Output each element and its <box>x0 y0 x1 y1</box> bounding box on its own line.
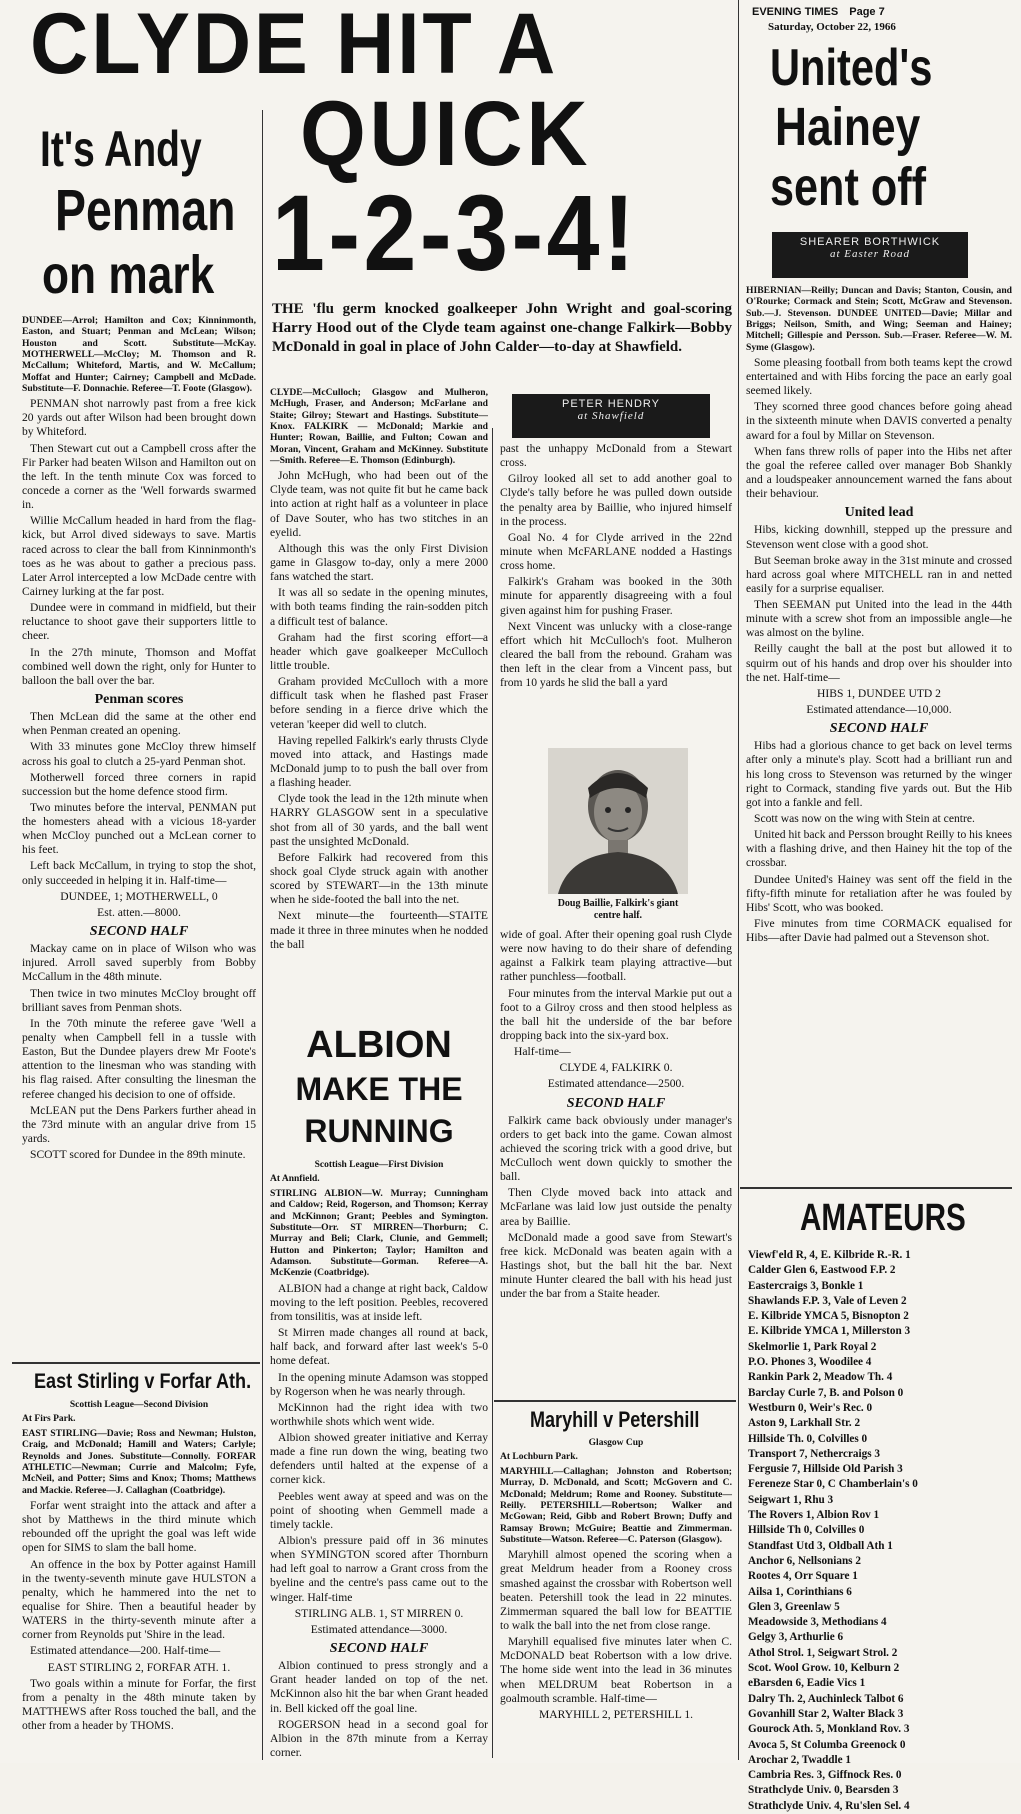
result-row: Govanhill Star 2, Walter Black 3 <box>748 1707 904 1720</box>
article-paragraph: Graham provided McCulloch with a more difficult task when he flashed past Fraser before sending in a fierce drive which the veteran 'keeper did well to clutch. <box>270 675 488 731</box>
amateurs-heading: AMATEURS <box>800 1197 966 1239</box>
hainey-byline-name: SHEARER BORTHWICK <box>799 236 941 248</box>
article-paragraph: Then SEEMAN put United into the lead in the 44th minute with a screw shot from an impossible angle—he was almost on the byline. <box>746 598 1012 640</box>
article-paragraph: Then Stewart cut out a Campbell cross after the Fir Parker had beaten Wilson and Hamilton out on the left. In the tenth minute Cox was forced to concede a corner as the 'Well forwards swarmed in. <box>22 441 256 512</box>
main-byline-name: PETER HENDRY <box>562 398 660 410</box>
result-row: Skelmorlie 1, Park Royal 2 <box>748 1340 877 1353</box>
article-paragraph: Estimated attendance—200. Half-time— <box>30 1644 221 1658</box>
article-paragraph: They scorned three good chances before going ahead in the sixteenth minute when DAVIS converted a penalty award for a foul by Millar on Stevenson. <box>746 400 1012 442</box>
result-row: eBarsden 6, Eadie Vics 1 <box>748 1677 866 1690</box>
main-headline-line2: QUICK <box>300 83 592 185</box>
article-paragraph: wide of goal. After their opening goal rush Clyde were now having to do their share of defending against a Falkirk team playing attractive—but rather punchless—football. <box>500 928 732 984</box>
result-row: Hillside Th. 0, Colvilles 0 <box>748 1432 868 1445</box>
article-paragraph: ALBION had a change at right back, Caldow moving to the left position. Peebles, recovered from tonsilitis, was at inside left. <box>270 1281 488 1323</box>
hainey-headline-line2: Hainey <box>775 97 921 157</box>
result-row: Shawlands F.P. 3, Vale of Leven 2 <box>748 1294 907 1307</box>
article-paragraph: Hibs had a glorious chance to get back on level terms after only a minute's play. Scott had a brilliant run and his long cross to Stevenson was returned by the winger right to Cormack, standing five yards out. But the Hib got into a fankle and fell. <box>746 739 1012 809</box>
article-paragraph: It was all so sedate in the opening minutes, with both teams finding the rain-sodden pitch a difficult test of balance. <box>270 586 488 628</box>
result-row: Calder Glen 6, Eastwood F.P. 2 <box>748 1264 896 1277</box>
hainey-halftime-score: HIBS 1, DUNDEE UTD 2 <box>817 686 941 700</box>
main-halftime-label: Half-time— <box>514 1045 571 1059</box>
maryhill-halftime-score: MARYHILL 2, PETERSHILL 1. <box>538 1707 694 1721</box>
result-row: Rankin Park 2, Meadow Th. 4 <box>748 1371 893 1384</box>
main-byline <box>512 394 710 438</box>
article-paragraph: ROGERSON head in a second goal for Albion in the 87th minute from a Kerray corner. <box>270 1717 488 1759</box>
result-row: Arochar 2, Twaddle 1 <box>748 1753 851 1766</box>
article-paragraph: Next minute—the fourteenth—STAITE made it three in three minutes when he nodded the ball <box>270 909 488 951</box>
article-paragraph: McDonald made a good save from Stewart's free kick. McDonald was beaten again with a Hastings shot, but the ball hit the bar. Next minute Hunter cleared the ball with his head just under the bar from a Staite header. <box>500 1230 732 1301</box>
result-row: Avoca 5, St Columba Greenock 0 <box>748 1738 906 1751</box>
hainey-headline-line3: sent off <box>770 157 926 217</box>
article-paragraph: An offence in the box by Potter against Hamill in the twenty-seventh minute gave HULSTON a penalty, which he hammered into the net to equalise for Shire. Then a beautiful header by WATERS in the thirty-seventh minute after a corner from Reynolds put 'Shire in the lead. <box>22 1557 256 1642</box>
article-paragraph: past the unhappy McDonald from a Stewart cross. <box>500 442 732 470</box>
albion-column <box>270 1158 488 1758</box>
result-row: The Rovers 1, Albion Rov 1 <box>748 1509 880 1522</box>
article-paragraph: Five minutes from time CORMACK equalised for Hibs—after Davie had palmed out a Stevenson shot. <box>746 916 1012 945</box>
main-attendance: Estimated attendance—2500. <box>547 1077 685 1091</box>
article-paragraph: United hit back and Persson brought Reilly to his knees with a flashing drive, and then Hainey hit the top of the crossbar. <box>746 828 1012 870</box>
article-paragraph: Peebles went away at speed and was on the point of shooting when Gemmell made a timely tackle. <box>270 1489 488 1531</box>
albion-headline-line3: RUNNING <box>304 1113 454 1149</box>
article-paragraph: SCOTT scored for Dundee in the 89th minute. <box>30 1148 246 1162</box>
article-paragraph: Mackay came on in place of Wilson who was injured. Arroll saved superbly from Bobby McCallum in the 48th minute. <box>22 942 256 984</box>
article-paragraph: McLEAN put the Dens Parkers further ahead in the 73rd minute with an angular drive from 15 yards. <box>22 1103 256 1145</box>
forfar-league: Scottish League—Second Division <box>69 1400 209 1410</box>
maryhill-teams: MARYHILL—Callaghan; Johnston and Robertson; Murray, D. McDonald, and Scott; McGovern and C. McDonald; Meldrum; Rome and Rooney. Substitute—Reilly. PETERSHILL—Robertson; Walker and McGowan; Reid, Gibb and Robert Brown; Duffy and Ramsay Brown; McGuire; Beattie and Zimmerman. Substitute—Watson. Referee—C. Paterson (Glasgow). <box>500 1466 732 1546</box>
article-paragraph: In the 27th minute, Thomson and Moffat combined well down the right, only for Hunter to balloon the ball over the bar. <box>22 645 256 687</box>
column-rule <box>262 110 263 1760</box>
result-row: Gourock Ath. 5, Monkland Rov. 3 <box>748 1723 910 1736</box>
article-paragraph: Motherwell forced three corners in rapid succession but the home defence stood firm. <box>22 770 256 798</box>
maryhill-headline: Maryhill v Petershill <box>530 1407 700 1432</box>
main-second-half: SECOND HALF <box>566 1095 666 1111</box>
article-paragraph: Graham had the first scoring effort—a header which gave goalkeeper McCulloch little trouble. <box>270 630 488 673</box>
main-column-1 <box>270 384 488 1020</box>
albion-league: Scottish League—First Division <box>314 1160 444 1170</box>
section-rule <box>12 1362 260 1364</box>
article-paragraph: With 33 minutes gone McCloy threw himself across his goal to clutch a 25-yard Penman shot. <box>22 740 256 768</box>
albion-halftime-score: STIRLING ALB. 1, ST MIRREN 0. <box>294 1606 464 1620</box>
albion-headline-line2: MAKE THE <box>295 1071 463 1107</box>
result-row: E. Kilbride YMCA 1, Millerston 3 <box>748 1325 911 1338</box>
main-column-2-top <box>500 442 732 742</box>
hainey-headline-line1: United's <box>770 39 933 97</box>
article-paragraph: McKinnon had the right idea with two worthwhile shots which went wide. <box>270 1400 488 1428</box>
section-rule <box>740 1187 1012 1189</box>
article-paragraph: Reilly caught the ball at the post but allowed it to squirm out of his hands and drop over his shoulder into the net. Half-time— <box>746 642 1012 684</box>
result-row: E. Kilbride YMCA 5, Bisnopton 2 <box>748 1310 909 1323</box>
article-paragraph: Then Clyde moved back into attack and McFarlane was laid low just outside the penalty area by Baillie. <box>500 1186 732 1228</box>
maryhill-column <box>500 1436 732 1758</box>
paper-name: EVENING TIMES <box>752 6 839 18</box>
result-row: Glen 3, Greenlaw 5 <box>748 1600 840 1613</box>
result-row: Westburn 0, Weir's Rec. 0 <box>748 1401 873 1414</box>
penman-teams: DUNDEE—Arrol; Hamilton and Cox; Kinninmonth, Easton, and Stuart; Penman and McLean; Wilson; Houston and Scott. Substitute—McKay. MOTHERWELL—McCloy; M. Thomson and R. McCallum; Whiteford, Martis, and W. McCallum; Moffat and Hunter; Cairney; Campbell and McDade. Substitute—F. Donnachie. Referee—T. Foote (Glasgow). <box>22 315 256 394</box>
main-column-2-bottom <box>500 928 732 1394</box>
result-row: Aston 9, Larkhall Str. 2 <box>748 1417 861 1430</box>
result-row: Strathclyde Univ. 0, Bearsden 3 <box>748 1784 899 1797</box>
result-row: Hillside Th 0, Colvilles 0 <box>748 1524 865 1537</box>
result-row: Meadowside 3, Methodians 4 <box>748 1616 887 1629</box>
result-row: Cambria Res. 3, Giffnock Res. 0 <box>748 1769 902 1782</box>
article-paragraph: Willie McCallum headed in hard from the flag-kick, but Arrol dived sideways to save. Martis raced across to clear the ball from Kinninmonth's toes as he was about to gather a precious pass. Later Arrol intercepted a low McDade centre with Cairney lurking at the far post. <box>22 514 256 599</box>
hainey-subheading: United lead <box>844 505 914 521</box>
issue-date: Saturday, October 22, 1966 <box>768 21 896 33</box>
column-rule <box>492 428 493 1758</box>
hainey-teams: HIBERNIAN—Reilly; Duncan and Davis; Stanton, Cousin, and O'Rourke; Cormack and Stein; Scott, McGraw and Stevenson. Sub.—J. Stevenson. DUNDEE UNITED—Davie; Millar and Briggs; Neilson, Smith, and Wing; Seeman and Hainey; Mitchell; Gillespie and Persson. Sub.—Fraser. Referee—W. M. Syme (Glasgow). <box>746 285 1012 353</box>
article-paragraph: But Seeman broke away in the 31st minute and crossed hard across goal where MITCHELL ran in and netted easily for a surprise equaliser. <box>746 553 1012 595</box>
penman-headline-line2: Penman <box>55 178 236 243</box>
article-paragraph: Left back McCallum, in trying to stop the shot, only succeeded in helping it in. Half-time— <box>22 859 256 887</box>
result-row: Barclay Curle 7, B. and Polson 0 <box>748 1386 904 1399</box>
albion-second-half: SECOND HALF <box>329 1641 429 1657</box>
article-paragraph: Four minutes from the interval Markie put out a foot to a Gilroy cross and then stood helpless as the ball hit the underside of the bar before dropping back into the six-yard box. <box>500 986 732 1042</box>
main-halftime-score: CLYDE 4, FALKIRK 0. <box>559 1061 673 1075</box>
section-rule <box>494 1400 736 1402</box>
article-paragraph: Two goals within a minute for Forfar, the first from a penalty in the 48th minute taken by MATTHEWS after Ross touched the ball, and the other from a header by THOMS. <box>22 1676 256 1733</box>
page-number: Page 7 <box>849 6 885 18</box>
article-paragraph: Scott was now on the wing with Stein at centre. <box>754 811 975 825</box>
forfar-column <box>22 1398 256 1760</box>
article-paragraph: John McHugh, who had been out of the Clyde team, was not quite fit but he came back into action at right half as a volunteer in place of Dave Souter, who has two stitches in an eyelid. <box>270 469 488 539</box>
article-paragraph: Falkirk's Graham was booked in the 30th minute for apparently disagreeing with a foul given against him for pushing Fraser. <box>500 575 732 617</box>
penman-headline-line3: on mark <box>42 245 215 305</box>
result-row: Strathclyde Univ. 4, Ru'slen Sel. 4 <box>748 1799 910 1812</box>
hainey-column <box>746 282 1012 1184</box>
article-paragraph: Having repelled Falkirk's early thrusts Clyde moved into attack, and Hastings made McDonald jump to to push the ball over from a flashing header. <box>270 733 488 790</box>
article-paragraph: Two minutes before the interval, PENMAN put the homesters ahead with a vicious 18-yarder when McCloy punched out a McLean corner to his feet. <box>22 800 256 857</box>
article-paragraph: In the opening minute Adamson was stopped by Rogerson when he was nearly through. <box>270 1370 488 1398</box>
result-row: Ailsa 1, Corinthians 6 <box>748 1585 852 1598</box>
main-headline-line1: CLYDE HIT A <box>30 0 559 92</box>
article-paragraph: Hibs, kicking downhill, stepped up the pressure and Stevenson went close with a good shot. <box>746 523 1012 551</box>
article-paragraph: Then twice in two minutes McCloy brought off brilliant saves from Penman shots. <box>22 986 256 1014</box>
penman-attendance: Est. atten.—8000. <box>97 905 181 919</box>
article-paragraph: PENMAN shot narrowly past from a free kick 20 yards out after Wilson had been brought down by Whiteford. <box>22 397 256 439</box>
main-intro: THE 'flu germ knocked goalkeeper John Wright and goal-scoring Harry Hood out of the Clyde team against one-change Falkirk—Bobby McDonald in goal in place of John Calder—to-day at Shawfield. <box>272 301 732 355</box>
forfar-venue: At Firs Park. <box>22 1413 76 1424</box>
article-paragraph: Clyde took the lead in the 12th minute when HARRY GLASGOW sent in a speculative shot from all of 30 yards, and the ball went past the unsighted McDonald. <box>270 792 488 848</box>
forfar-halftime-score: EAST STIRLING 2, FORFAR ATH. 1. <box>47 1660 231 1674</box>
article-paragraph: Then McLean did the same at the other end when Penman created an opening. <box>22 710 256 738</box>
column-rule <box>738 0 739 1760</box>
result-row: Viewf'eld R, 4, E. Kilbride R.-R. 1 <box>748 1249 911 1261</box>
result-row: Dalry Th. 2, Auchinleck Talbot 6 <box>748 1692 904 1705</box>
amateurs-results <box>748 1248 1012 1814</box>
article-paragraph: Albion's pressure paid off in 36 minutes when SYMINGTON scored after Thornburn had left goal to narrow a Grant cross from the byeline and the centre's pass came out to the winger. Half-time <box>270 1534 488 1604</box>
hainey-attendance: Estimated attendance—10,000. <box>806 703 952 717</box>
result-row: Gelgy 3, Arthurlie 6 <box>748 1631 844 1644</box>
article-paragraph: Albion continued to press strongly and a Grant header landed on top of the net. McKinnon also hit the bar when Grant headed in. Bell kicked off the goal line. <box>270 1659 488 1715</box>
article-paragraph: Next Vincent was unlucky with a close-range effort which hit McCulloch's foot. Mulheron cleared the ball from the rebound. Graham was then left in the clear from a Vincent pass, but from 10 yards he slid the ball a yard <box>500 619 732 690</box>
result-row: Rootes 4, Orr Square 1 <box>748 1570 858 1583</box>
article-paragraph: Forfar went straight into the attack and after a shot by Matthews in the third minute which rebounded off the upright the goal was left wide open for SIMS to slam the ball home. <box>22 1499 256 1555</box>
hainey-byline <box>772 232 968 278</box>
article-paragraph: Dundee were in command in midfield, but their reluctance to shoot gave their supporters little to cheer. <box>22 601 256 643</box>
article-paragraph: Maryhill equalised five minutes later when C. McDONALD beat Robertson with a low drive. The home side went into the lead in 36 minutes when MELDRUM beat Robertson in a goalmouth scramble. Half-time— <box>500 1635 732 1705</box>
maryhill-venue: At Lochburn Park. <box>500 1451 578 1462</box>
penman-headline-line1: It's Andy <box>40 121 202 177</box>
article-paragraph: When fans threw rolls of paper into the Hibs net after the goal the referee called over manager Bob Shankly and a loudspeaker announcement warned the fans about their behaviour. <box>746 444 1012 501</box>
photo-caption: Doug Baillie, Falkirk's giant centre half. <box>557 898 679 921</box>
hainey-second-half: SECOND HALF <box>829 721 929 737</box>
result-row: Fereneze Star 0, C Chamberlain's 0 <box>748 1478 918 1491</box>
albion-venue: At Annfield. <box>270 1173 320 1184</box>
result-row: Fergusie 7, Hillside Old Parish 3 <box>748 1463 903 1476</box>
penman-second-half: SECOND HALF <box>89 924 189 940</box>
main-teams: CLYDE—McCulloch; Glasgow and Mulheron, McHugh, Fraser, and Anderson; McFarlane and Staite; Gilroy; Stewart and Hastings. Substitute—Knox. FALKIRK — McDonald; Markie and Hunter; Rowan, Baillie, and Fulton; Cowan and Moran, Vincent, Graham and McKinney. Substitute—Smith. Referee—E. Thomson (Edinburgh). <box>270 387 488 466</box>
result-row: Transport 7, Nethercraigs 3 <box>748 1447 880 1460</box>
result-row: P.O. Phones 3, Woodilee 4 <box>748 1356 872 1369</box>
penman-column <box>22 312 256 1358</box>
result-row: Athol Strol. 1, Seigwart Strol. 2 <box>748 1646 898 1659</box>
albion-attendance: Estimated attendance—3000. <box>310 1622 448 1636</box>
result-row: Standfast Utd 3, Oldball Ath 1 <box>748 1539 893 1552</box>
forfar-teams: EAST STIRLING—Davie; Ross and Newman; Hulston, Craig, and McDonald; Hamill and Waters; Carlyle; Reynolds and Jones. Substitute—Connolly. FORFAR ATHLETIC—Newman; Currie and Malcolm; Fyfe, McNeil, and Potter; Sims and Knox; Thoms; Matthews and Mackie. Referee—J. Callaghan (Coatbridge). <box>22 1428 256 1496</box>
penman-halftime-score: DUNDEE, 1; MOTHERWELL, 0 <box>60 889 218 903</box>
main-byline-venue: at Shawfield <box>577 410 645 422</box>
article-paragraph: Some pleasing football from both teams kept the crowd entertained and with Hibs forcing the pace an early goal seemed likely. <box>746 355 1012 398</box>
result-row: Eastercraigs 3, Bonkle 1 <box>748 1279 864 1292</box>
result-row: Anchor 6, Nellsonians 2 <box>748 1554 861 1567</box>
article-paragraph: Maryhill almost opened the scoring when a great Meldrum header from a Rooney cross smashed against the crossbar with Robertson well beaten. Petershill took the lead in 22 minutes. Zimmerman squared the ball low for BEATTIE to walk the ball into the net from close range. <box>500 1548 732 1633</box>
maryhill-cup: Glasgow Cup <box>588 1438 644 1448</box>
article-paragraph: Dundee United's Hainey was sent off the field in the fifty-fifth minute for retaliation after he was fouled by Hibs' Scott, who was booked. <box>746 872 1012 914</box>
portrait-image <box>548 748 688 894</box>
article-paragraph: Falkirk came back obviously under manager's orders to get back into the game. Cowan almost achieved the scoring trick with a good drive, but McCulloch went down quickly to smother the ball. <box>500 1113 732 1184</box>
article-paragraph: Albion showed greater initiative and Kerray made a fine run down the wing, beating two defenders until halted at the expense of a corner kick. <box>270 1431 488 1487</box>
main-headline-line3: 1-2-3-4! <box>272 172 639 293</box>
result-row: Seigwart 1, Rhu 3 <box>748 1493 834 1506</box>
article-paragraph: Goal No. 4 for Clyde arrived in the 22nd minute when McFARLANE nodded a Hastings cross home. <box>500 530 732 573</box>
albion-teams: STIRLING ALBION—W. Murray; Cunningham and Caldow; Reid, Rogerson, and Thomson; Kerray and McKinnon; Grant; Peebles and Symington. Substitute—Orr. ST MIRREN—Thorburn; C. Murray and Beli; Clark, Clunie, and Gemmell; Hutton and Pinkerton; Taylor; Hamilton and Adamson. Substitute—Gorman. Referee—A. McKenzie (Coatbridge). <box>270 1188 488 1279</box>
player-photo <box>548 748 688 894</box>
albion-headline-line1: ALBION <box>306 1024 452 1066</box>
article-paragraph: St Mirren made changes all round at back, half back, and forward after last week's 5-0 home defeat. <box>270 1326 488 1368</box>
article-paragraph: Before Falkirk had recovered from this shock goal Clyde struck again with another scored by STEWART—in the 13th minute when he side-footed the ball into the net. <box>270 850 488 907</box>
article-paragraph: Although this was the only First Division game in Glasgow to-day, only a mere 2000 fans watched the start. <box>270 541 488 584</box>
hainey-byline-venue: at Easter Road <box>830 248 910 260</box>
penman-subheading: Penman scores <box>94 692 184 707</box>
forfar-headline: East Stirling v Forfar Ath. <box>34 1370 252 1393</box>
article-paragraph: Gilroy looked all set to add another goal to Clyde's tally before he was pulled down outside the penalty area by Baillie, who injured himself in the process. <box>500 472 732 528</box>
article-paragraph: In the 70th minute the referee gave 'Well a penalty when Campbell fell in a tussle with Easton, But the Dundee players drew Mr Foote's attention to the linesman who was standing with his flag raised. After consulting the linesman the referee changed his decision to one of offside. <box>22 1016 256 1101</box>
result-row: Scot. Wool Grow. 10, Kelburn 2 <box>748 1662 900 1675</box>
